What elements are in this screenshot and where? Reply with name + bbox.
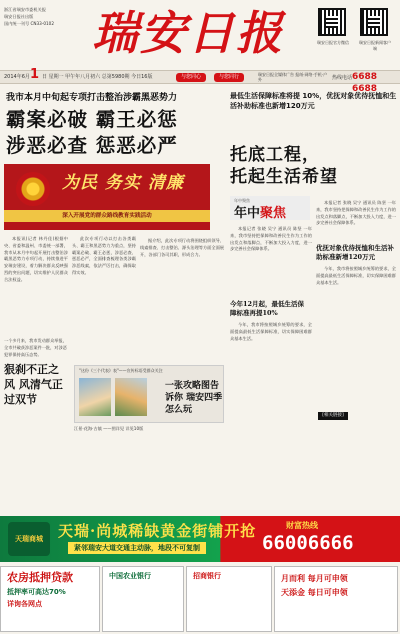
page-reference[interactable]: 详见10版	[125, 426, 144, 431]
related-link-tag[interactable]: [相关链接]	[318, 412, 348, 420]
ad-hotline-label: 财富热线	[286, 521, 318, 530]
newspaper-title: 瑞安日报	[92, 6, 284, 60]
right-paragraph: 今年，我市将按照城乡统筹的要求，全面提高最低生活保障标准，切实保障困难群众基本生活。	[230, 322, 312, 341]
issue-day: 1	[30, 67, 40, 82]
promo-thumbnail[interactable]	[79, 378, 111, 416]
ad-strip-title: 月而利 每月可申领	[281, 574, 348, 583]
masthead-publisher-info	[4, 6, 78, 27]
party-banner	[4, 164, 210, 230]
slogan-pill: 与您同行	[214, 73, 244, 82]
ad-logo: 天瑞商城	[8, 522, 50, 556]
slogan-pill: 与您同心	[176, 73, 206, 82]
publisher-line: 国内统一刊号 CN33-0102	[4, 21, 55, 26]
date-bar	[0, 67, 400, 94]
right-body-col4	[316, 266, 396, 406]
masthead	[0, 0, 400, 72]
qr-code-icon[interactable]	[360, 8, 388, 36]
right-paragraph: 本报记者 张晓 吴宁 通讯员 陈坚 一年来，我市坚持把保障和改善民生作为工作的出发点和落脚点，不断加大投入力度，进一步完善社会保障体系。	[230, 226, 312, 252]
ad-strip-sub: 抵押率可高达70%	[7, 588, 66, 596]
ad-strip-title: 农房抵押贷款	[7, 571, 73, 584]
lead-body-col3	[140, 238, 224, 364]
photo-foot-text: 江景·花海·古镇 ——图详见	[74, 426, 125, 431]
photo-headline: 一张攻略图告诉你 瑞安四季怎么玩	[165, 381, 223, 415]
right-body-col3	[316, 200, 396, 240]
right-headline-line2[interactable]: 托起生活希望	[230, 167, 338, 187]
banner-strip: 深入开展党的群众路线教育实践活动	[4, 210, 210, 222]
side-headline[interactable]: 狠刹不正之风 风清气正 过双节	[4, 363, 63, 407]
advertisement-banner[interactable]	[0, 516, 400, 562]
side-story	[4, 338, 68, 407]
issue-info: 日 星期一 甲午年八月初六 总第5980期 今日16版	[42, 74, 153, 80]
ad-strip-loan[interactable]	[0, 566, 100, 632]
ad-strip-sub: 天添金 每日可申领	[281, 588, 348, 597]
focus-title-accent: 聚焦	[260, 206, 287, 221]
right-paragraph: 本报记者 张晓 吴宁 通讯员 陈坚 一年来，我市坚持把保障和改善民生作为工作的出发点和落脚点，不断加大投入力度，进一步完善社会保障体系。	[316, 200, 396, 226]
right-paragraph: 今年，我市将按照城乡统筹的要求，全面提高最低生活保障标准，切实保障困难群众基本生活。	[316, 266, 396, 285]
qr-code-icon[interactable]	[318, 8, 346, 36]
focus-title-part: 年中	[234, 206, 261, 221]
lead-body-col2	[72, 236, 136, 362]
ad-subtitle: 紧邻瑞安大道交通主动脉，地段不可复制	[68, 542, 206, 554]
focus-tag	[230, 196, 310, 220]
right-subhead-2: 优抚对象优待抚恤和生活补助标准新增120万元	[316, 244, 394, 261]
lead-headline-line1[interactable]: 霸案必破 霸王必惩	[6, 108, 178, 131]
hotline-number[interactable]: 6688 6688	[352, 72, 378, 94]
ad-strip-bank[interactable]	[102, 566, 184, 632]
ad-hotline-number[interactable]: 66006666	[262, 532, 354, 554]
ad-strip-note: 详询各网点	[7, 600, 42, 608]
photo-footer	[74, 426, 224, 434]
promo-thumbnail[interactable]	[115, 378, 147, 416]
qr-caption: 瑞安日报官方微信	[317, 40, 349, 45]
lead-kicker: 我市本月中旬起专项打击整治涉霸黑恶势力	[6, 93, 178, 103]
focus-mini: 年中聚焦	[234, 198, 250, 203]
right-intro: 最低生活保障标准将提 10%，优抚对象优待抚恤和生活补助标准也新增120万元	[230, 92, 397, 110]
side-teaser: 一个多月来，我市发动群众举报，全市共破获涉恶案件一批，对涉恶犯罪保持高压态势。	[4, 338, 67, 357]
ad-strip-title: 中国农业银行	[109, 572, 151, 580]
ad-text: 瑞安日报全媒体广告 报纸·网络·手机·户外	[258, 72, 328, 82]
photo-promo[interactable]	[74, 365, 224, 423]
photo-caption: "这份《三个代表》表"——宣传标语受群众关注	[79, 368, 163, 373]
lead-paragraph: 本报讯(记者 林丹佳)根据中央、省委和温州、市委统一部署，我市从本月中旬起开展打击整治涉霸黑恶势力专项行动，持续推进平安瑞安建设，着力解决群众反映强烈的突出问题，切实维护人民群众合法权益。	[4, 236, 68, 282]
lead-paragraph: 此次专项行动以打击各类霸头、霸王和黑恶势力为重点，坚持霸案必破、霸王必惩，涉恶必查、惩恶必严，全面排查梳理各类涉霸涉恶线索，依法严厉打击，确保取得实效。	[72, 236, 136, 275]
lead-paragraph: 据介绍，此次专项行动将围绕组织领导、线索排查、打击整治、源头治理等方面全面展开，各部门各司其职，形成合力。	[140, 238, 224, 257]
ad-strip-bank[interactable]	[186, 566, 272, 632]
right-body-col2	[230, 322, 312, 508]
issue-date: 2014年6月	[4, 74, 30, 80]
ad-title: 天瑞·尚城稀缺黄金街铺开抢	[58, 522, 257, 540]
banner-slogan: 为民 务实 清廉	[62, 173, 184, 193]
hotline-label: 热线电话	[332, 75, 353, 81]
ad-strip-title: 招商银行	[193, 572, 221, 580]
qr-caption: 瑞安日报新闻客户端	[359, 40, 391, 51]
publisher-line: 浙江省瑞安市委机关报	[4, 7, 46, 12]
lead-headline-line2[interactable]: 涉恶必查 惩恶必严	[6, 134, 178, 157]
focus-title	[234, 202, 286, 221]
lead-body-col1	[4, 236, 68, 334]
right-body-col1	[230, 226, 312, 296]
party-emblem-icon	[16, 172, 50, 206]
right-subhead-1: 今年12月起，最低生活保障标准再提10%	[230, 300, 305, 317]
ad-strip-deposit[interactable]	[274, 566, 398, 632]
publisher-line: 瑞安日报社出版	[4, 14, 34, 19]
right-headline-line1[interactable]: 托底工程，	[230, 145, 320, 165]
